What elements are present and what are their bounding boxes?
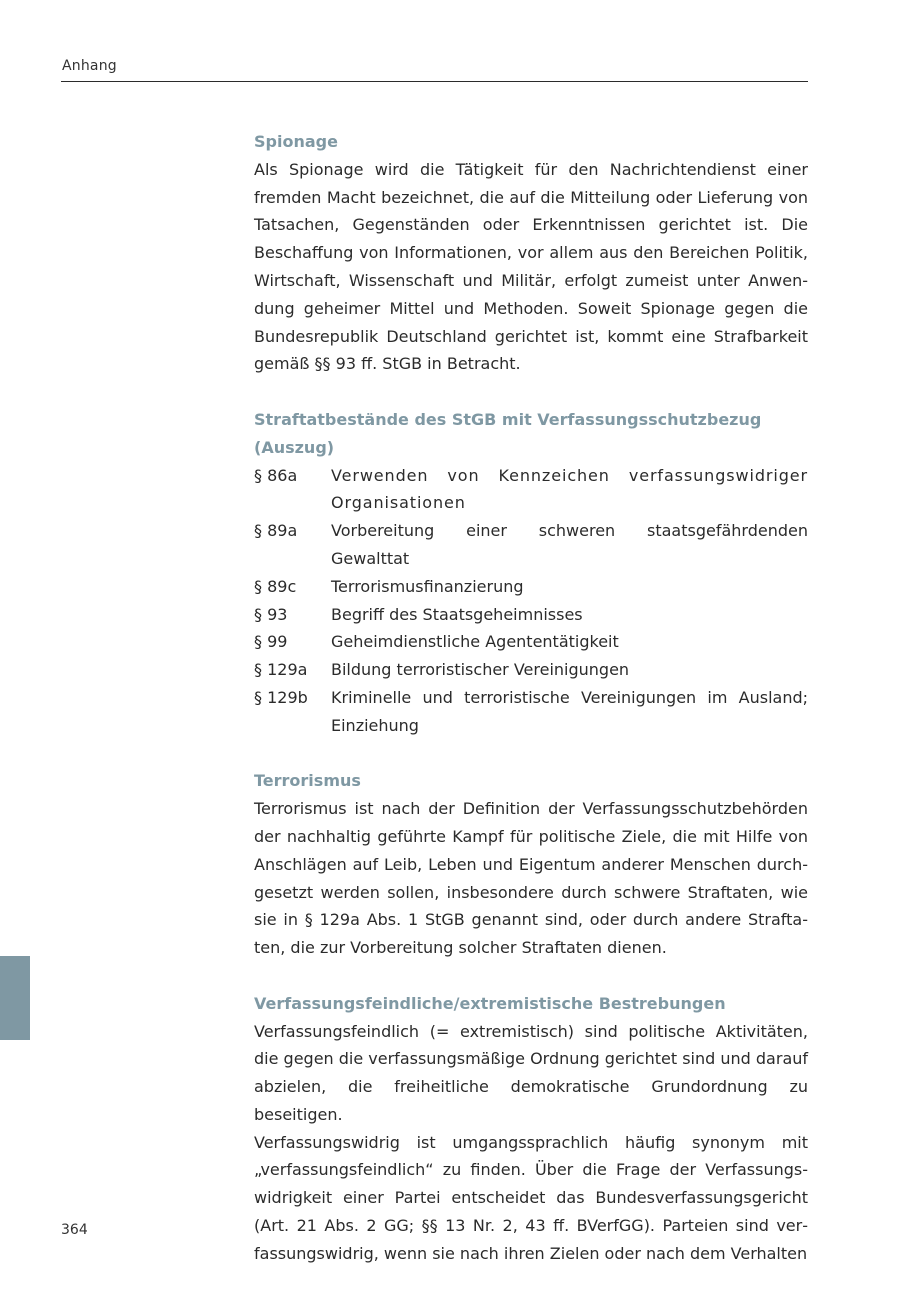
norm-description: Bildung terroristischer Vereinigungen bbox=[331, 660, 630, 680]
norm-number: § 89a bbox=[254, 521, 298, 541]
norm-number: § 93 bbox=[254, 604, 288, 624]
section-text-bestrebungen-1: Verfassungsfeindlich (= extremistisch) sind politische Aktivitäten, die gegen die verfassungsmäßige Ordnung gerichtet sind und darauf abzielen, die freiheitliche demokratische Grundordnung zu beseitigen. bbox=[254, 1021, 809, 1124]
list-item bbox=[254, 601, 808, 629]
norm-description: Geheimdienstliche Agententätigkeit bbox=[331, 632, 619, 652]
norm-description: Kriminelle und terroristische Vereinigungen im Ausland; Einziehung bbox=[331, 687, 808, 735]
section-bestrebungen bbox=[254, 990, 808, 1268]
norm-number: § 99 bbox=[254, 632, 288, 652]
norm-description: Terrorismusfinanzierung bbox=[331, 576, 524, 596]
list-item bbox=[254, 628, 808, 656]
section-title-bestrebungen: Verfassungsfeindliche/extremistische Bestrebungen bbox=[254, 993, 726, 1013]
list-item bbox=[254, 656, 808, 684]
list-item bbox=[254, 517, 808, 573]
main-content bbox=[254, 128, 808, 1295]
norm-description: Vorbereitung einer schweren staatsgefährdenden Gewalttat bbox=[331, 521, 808, 568]
page-number: 364 bbox=[61, 1222, 88, 1238]
norm-number: § 129a bbox=[254, 660, 308, 680]
section-title-terrorismus: Terrorismus bbox=[254, 771, 361, 791]
list-item bbox=[254, 573, 808, 601]
norm-number: § 89c bbox=[254, 576, 297, 596]
norm-list bbox=[254, 462, 808, 740]
list-item bbox=[254, 462, 808, 518]
norm-number: § 86a bbox=[254, 465, 298, 485]
norm-number: § 129b bbox=[254, 687, 308, 707]
section-terrorismus bbox=[254, 767, 808, 962]
section-title-spionage: Spionage bbox=[254, 132, 338, 151]
list-item bbox=[254, 684, 808, 740]
header-divider bbox=[61, 81, 808, 82]
section-text-bestrebungen-2: Verfassungswidrig ist umgangssprachlich häufig synonym mit „verfassungsfeindlich“ zu finden. Über die Frage der Verfassungswidrigkeit einer Partei entscheidet das Bundesverfassungsgericht (Art. 21 Abs. 2 GG; §§ 13 Nr. 2, 43 ff. BVerfGG). Parteien sind verfassungswidrig, wenn sie nach ihren Zielen oder nach dem Verhalten bbox=[254, 1132, 808, 1263]
section-straftatbestaende bbox=[254, 406, 808, 740]
running-head-title: Anhang bbox=[62, 58, 117, 74]
norm-description: Begriff des Staatsgeheimnisses bbox=[331, 604, 583, 624]
norm-description: Verwenden von Kennzeichen verfassungswidriger Organisationen bbox=[331, 465, 808, 513]
section-title-straftatbestaende: Straftatbestände des StGB mit Verfassungsschutzbezug (Auszug) bbox=[254, 409, 762, 457]
section-text-terrorismus: Terrorismus ist nach der Definition der Verfassungsschutzbehörden der nachhaltig geführte Kampf für politische Ziele, die mit Hilfe von Anschlägen auf Leib, Leben und Eigentum anderer Menschen durchgesetzt werden sollen, insbesondere durch schwere Straftaten, wie sie in § 129a Abs. 1 StGB genannt sind, oder durch andere Straftaten, die zur Vorbereitung solcher Straftaten dienen. bbox=[254, 799, 808, 958]
section-spionage bbox=[254, 128, 808, 378]
chapter-marker-tab bbox=[0, 956, 30, 1040]
section-text-spionage: Als Spionage wird die Tätigkeit für den Nachrichtendienst einer fremden Macht bezeichnet, die auf die Mitteilung oder Lieferung von Tatsachen, Gegenständen oder Erkenntnissen gerichtet ist. Die Beschaffung von Informationen, vor allem aus den Bereichen Politik, Wirtschaft, Wissenschaft und Militär, erfolgt zumeist unter Anwendung geheimer Mittel und Methoden. Soweit Spionage gegen die Bundesrepublik Deutschland gerichtet ist, kommt eine Strafbarkeit gemäß §§ 93 ff. StGB in Betracht. bbox=[254, 159, 808, 374]
